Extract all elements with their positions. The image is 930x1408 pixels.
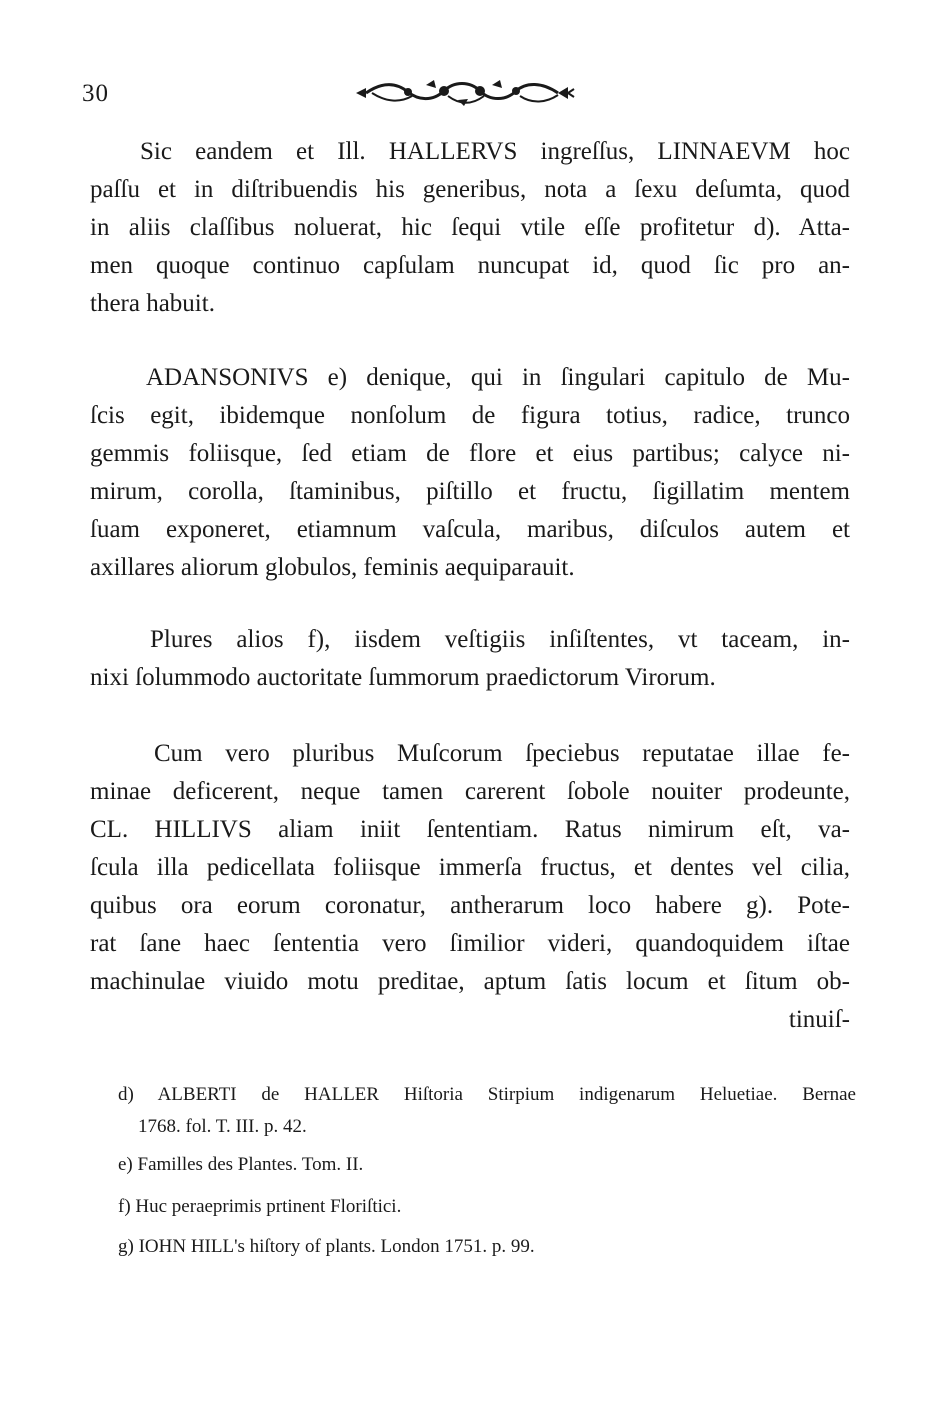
text-line: paſſu et in diſtribuendis his generibus, nota a ſexu deſumta, quod [90, 176, 850, 203]
catchword: tinuiſ- [788, 1006, 850, 1033]
text-line: minae deficerent, neque tamen carerent ſobole nouiter prodeunte, [90, 778, 850, 805]
text-line: in aliis claſſibus noluerat, hic ſequi vtile eſſe profitetur d). Atta- [90, 214, 850, 241]
text-line: ſcis egit, ibidemque nonſolum de figura totius, radice, trunco [90, 402, 850, 429]
decorative-headpiece-icon [352, 76, 576, 110]
footnote-line: g) IOHN HILL's hiſtory of plants. London 1751. p. 99. [118, 1236, 535, 1257]
text-line: ſcula illa pedicellata foliisque immerſa fructus, et dentes vel cilia, [90, 854, 850, 881]
text-line: axillares aliorum globulos, feminis aequiparauit. [90, 554, 575, 581]
text-line: Sic eandem et Ill. HALLERVS ingreſſus, LINNAEVM hoc [140, 138, 850, 165]
text-line: ADANSONIVS e) denique, qui in ſingulari capitulo de Mu- [146, 364, 850, 391]
footnote-line: f) Huc peraeprimis prtinent Floriſtici. [118, 1196, 402, 1217]
text-line: gemmis foliisque, ſed etiam de flore et eius partibus; calyce ni- [90, 440, 850, 467]
text-line: Cum vero pluribus Muſcorum ſpeciebus reputatae illae fe- [154, 740, 850, 767]
text-line: Plures alios f), iisdem veſtigiis inſiſtentes, vt taceam, in- [150, 626, 850, 653]
text-line: CL. HILLIVS aliam iniit ſententiam. Ratus nimirum eſt, va- [90, 816, 850, 843]
footnote-line: e) Familles des Plantes. Tom. II. [118, 1154, 364, 1175]
text-line: nixi ſolummodo auctoritate ſummorum praedictorum Virorum. [90, 664, 716, 691]
text-line: mirum, corolla, ſtaminibus, piſtillo et fructu, ſigillatim mentem [90, 478, 850, 505]
page-number: 30 [82, 80, 109, 107]
text-line: quibus ora eorum coronatur, antherarum loco habere g). Pote- [90, 892, 850, 919]
footnote-line: d) ALBERTI de HALLER Hiſtoria Stirpium indigenarum Heluetiae. Bernae [118, 1084, 856, 1105]
footnote-line: 1768. fol. T. III. p. 42. [138, 1116, 307, 1137]
text-line: rat ſane haec ſententia vero ſimilior videri, quandoquidem iſtae [90, 930, 850, 957]
text-line: machinulae viuido motu preditae, aptum ſatis locum et ſitum ob- [90, 968, 850, 995]
text-line: men quoque continuo capſulam nuncupat id, quod ſic pro an- [90, 252, 850, 279]
text-line: ſuam exponeret, etiamnum vaſcula, maribus, diſculos autem et [90, 516, 850, 543]
text-line: thera habuit. [90, 290, 215, 317]
